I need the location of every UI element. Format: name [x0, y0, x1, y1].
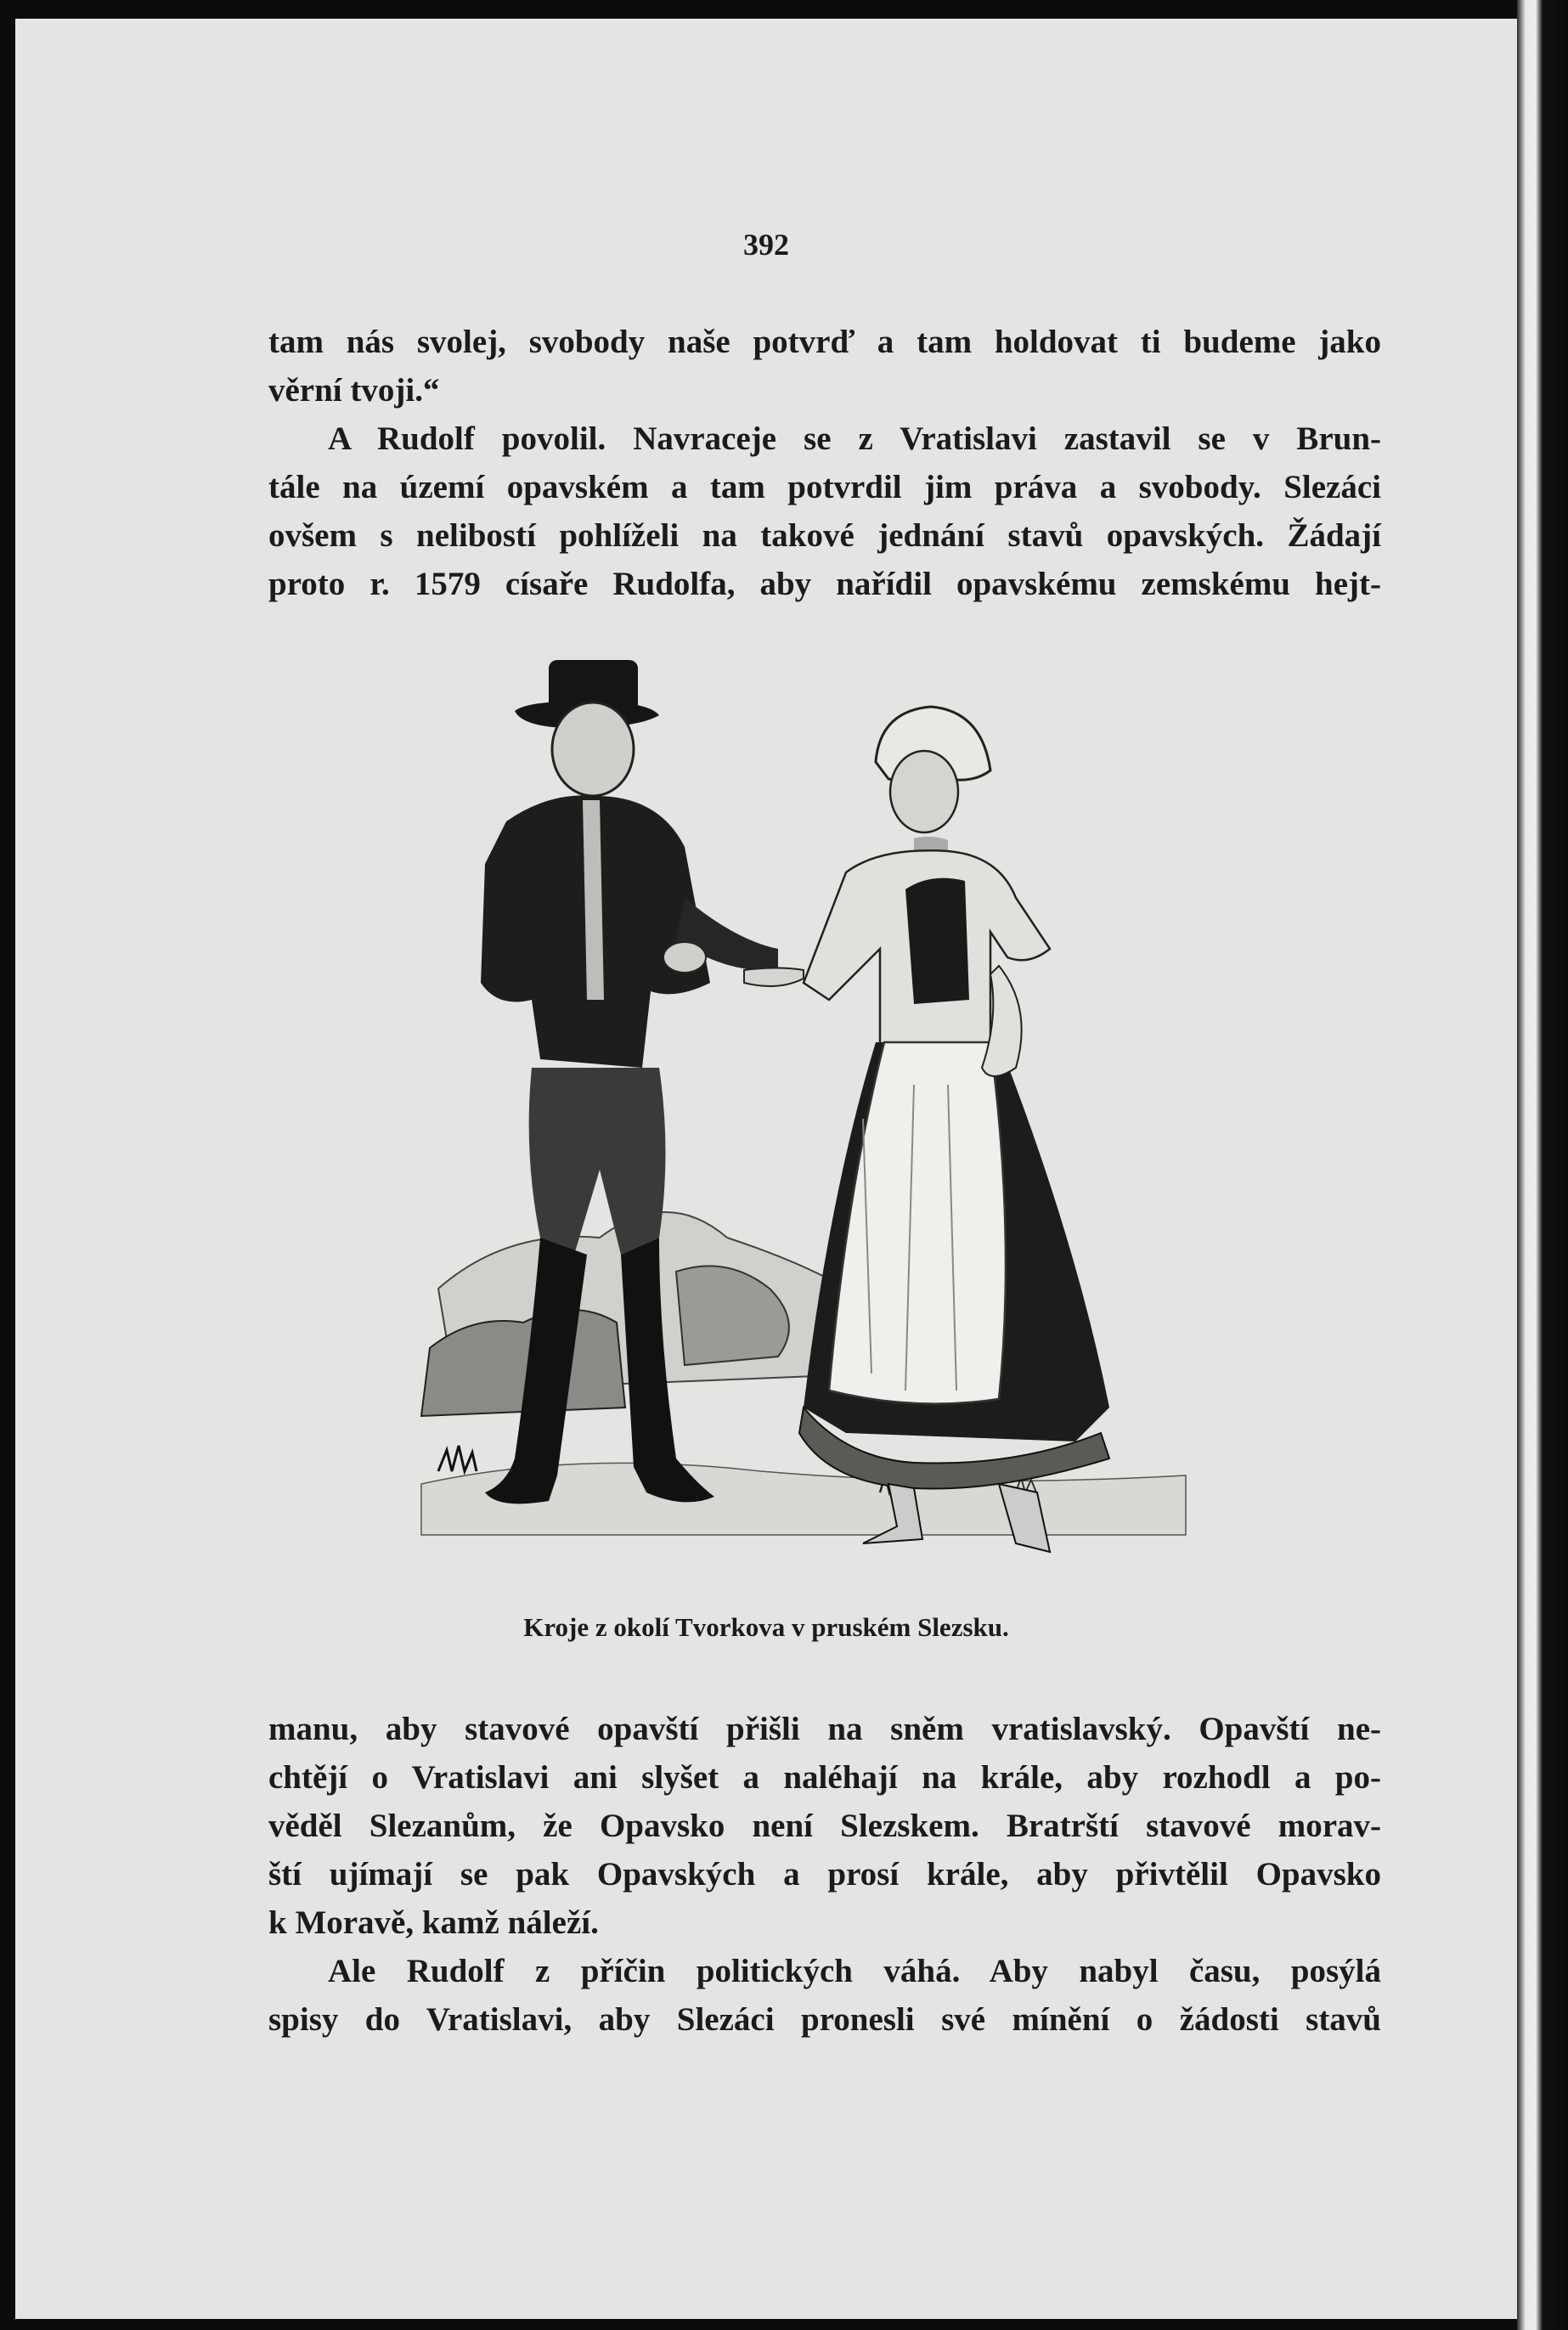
- text-line: ovšem s nelibostí pohlíželi na takové jednání stavů opavských. Žádají: [268, 517, 1381, 554]
- text-line: tam nás svolej, svobody naše potvrď a tam holdovat ti budeme jako: [268, 324, 1381, 360]
- page-edge-band: [1517, 0, 1568, 2330]
- woman-figure: [744, 707, 1109, 1552]
- paragraph: [268, 1947, 1381, 2044]
- page-number: 392: [743, 228, 789, 262]
- text-line: věděl Slezanům, že Opavsko není Slezskem. Bratrští stavové morav-: [268, 1808, 1381, 1844]
- text-line: A Rudolf povolil. Navraceje se z Vratislavi zastavil se v Brun-: [328, 420, 1381, 457]
- paragraph: [268, 415, 1381, 608]
- text-line: ští ujímají se pak Opavských a prosí krále, aby přivtělil Opavsko: [268, 1856, 1381, 1893]
- book-page: [15, 19, 1517, 2319]
- text-block-bottom: [268, 1705, 1381, 2044]
- text-line: Ale Rudolf z příčin politických váhá. Aby nabyl času, posýlá: [328, 1953, 1381, 1989]
- text-block-top: [268, 318, 1381, 608]
- text-line: věrní tvoji.“: [268, 372, 440, 409]
- costume-illustration: [404, 643, 1211, 1586]
- text-line: manu, aby stavové opavští přišli na sněm vratislavský. Opavští ne-: [268, 1711, 1381, 1747]
- text-line: proto r. 1579 císaře Rudolfa, aby nařídil opavskému zemskému hejt-: [268, 566, 1381, 602]
- text-line: spisy do Vratislavi, aby Slezáci pronesli své mínění o žádosti stavů: [268, 2001, 1381, 2038]
- text-line: tále na území opavském a tam potvrdil jim práva a svobody. Slezáci: [268, 469, 1381, 505]
- text-line: chtějí o Vratislavi ani slyšet a naléhají na krále, aby rozhodl a po-: [268, 1759, 1381, 1796]
- paragraph: [268, 318, 1381, 415]
- illustration-caption: Kroje z okolí Tvorkova v pruském Slezsku.: [523, 1612, 1009, 1642]
- paragraph: [268, 1705, 1381, 1947]
- text-line: k Moravě, kamž náleží.: [268, 1904, 599, 1941]
